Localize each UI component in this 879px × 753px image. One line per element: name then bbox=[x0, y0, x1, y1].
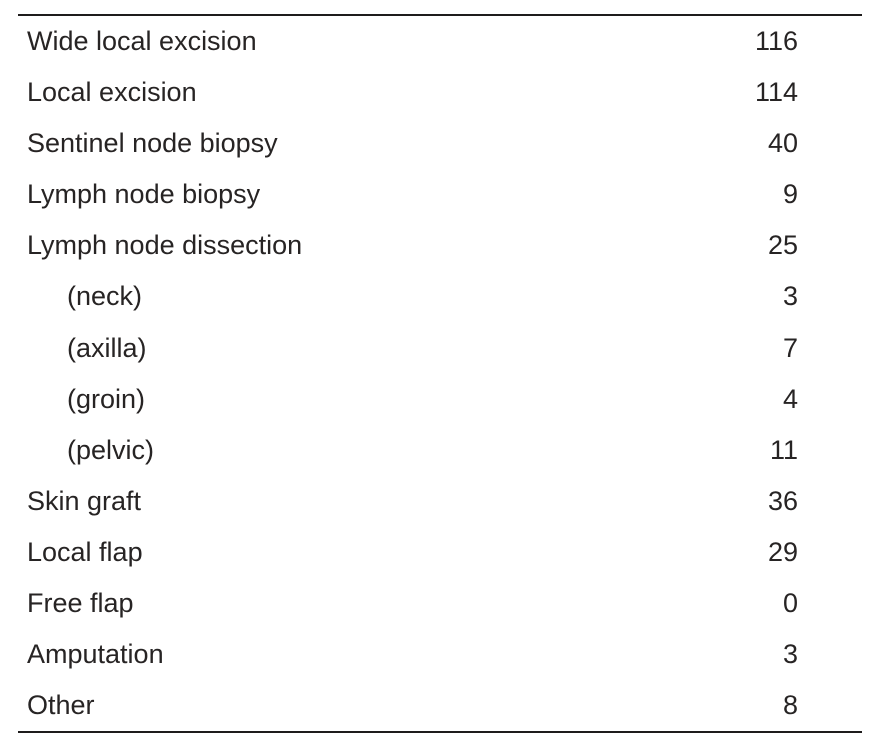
procedure-count: 40 bbox=[767, 128, 798, 159]
procedure-label: (groin) bbox=[67, 383, 146, 414]
procedure-count: 116 bbox=[754, 26, 798, 57]
procedure-label: Local excision bbox=[27, 77, 197, 108]
procedure-label: Wide local excision bbox=[27, 26, 257, 57]
procedure-label: Free flap bbox=[27, 587, 134, 618]
procedure-label: Local flap bbox=[27, 536, 143, 567]
procedure-label: (axilla) bbox=[67, 332, 147, 363]
table-row bbox=[18, 271, 862, 322]
procedure-label: Skin graft bbox=[27, 485, 142, 516]
procedure-label: (neck) bbox=[67, 281, 143, 312]
procedure-count: 36 bbox=[767, 485, 798, 516]
table-row bbox=[18, 629, 862, 680]
procedure-count: 3 bbox=[782, 638, 798, 669]
procedure-label: Sentinel node biopsy bbox=[27, 128, 278, 159]
procedure-label: Amputation bbox=[27, 638, 164, 669]
table-row bbox=[18, 425, 862, 476]
procedure-count: 114 bbox=[754, 77, 798, 108]
table-row bbox=[18, 118, 862, 169]
procedure-count: 29 bbox=[767, 536, 798, 567]
table-row bbox=[18, 16, 862, 67]
table-row bbox=[18, 680, 862, 731]
procedure-count: 3 bbox=[782, 281, 798, 312]
procedures-table bbox=[18, 14, 862, 733]
procedure-label: Lymph node biopsy bbox=[27, 179, 261, 210]
table-row bbox=[18, 527, 862, 578]
procedure-count: 25 bbox=[767, 230, 798, 261]
procedure-count: 8 bbox=[782, 690, 798, 721]
table-row bbox=[18, 220, 862, 271]
procedure-count: 9 bbox=[782, 179, 798, 210]
table-row bbox=[18, 322, 862, 373]
procedure-label: (pelvic) bbox=[67, 434, 155, 465]
table-row bbox=[18, 169, 862, 220]
procedure-count: 0 bbox=[782, 587, 798, 618]
procedure-count: 11 bbox=[769, 434, 798, 465]
procedure-count: 7 bbox=[782, 332, 798, 363]
procedure-label: Other bbox=[27, 690, 95, 721]
procedure-count: 4 bbox=[782, 383, 798, 414]
procedure-label: Lymph node dissection bbox=[27, 230, 303, 261]
table-row bbox=[18, 67, 862, 118]
table-row bbox=[18, 578, 862, 629]
table-row bbox=[18, 476, 862, 527]
table-row bbox=[18, 374, 862, 425]
